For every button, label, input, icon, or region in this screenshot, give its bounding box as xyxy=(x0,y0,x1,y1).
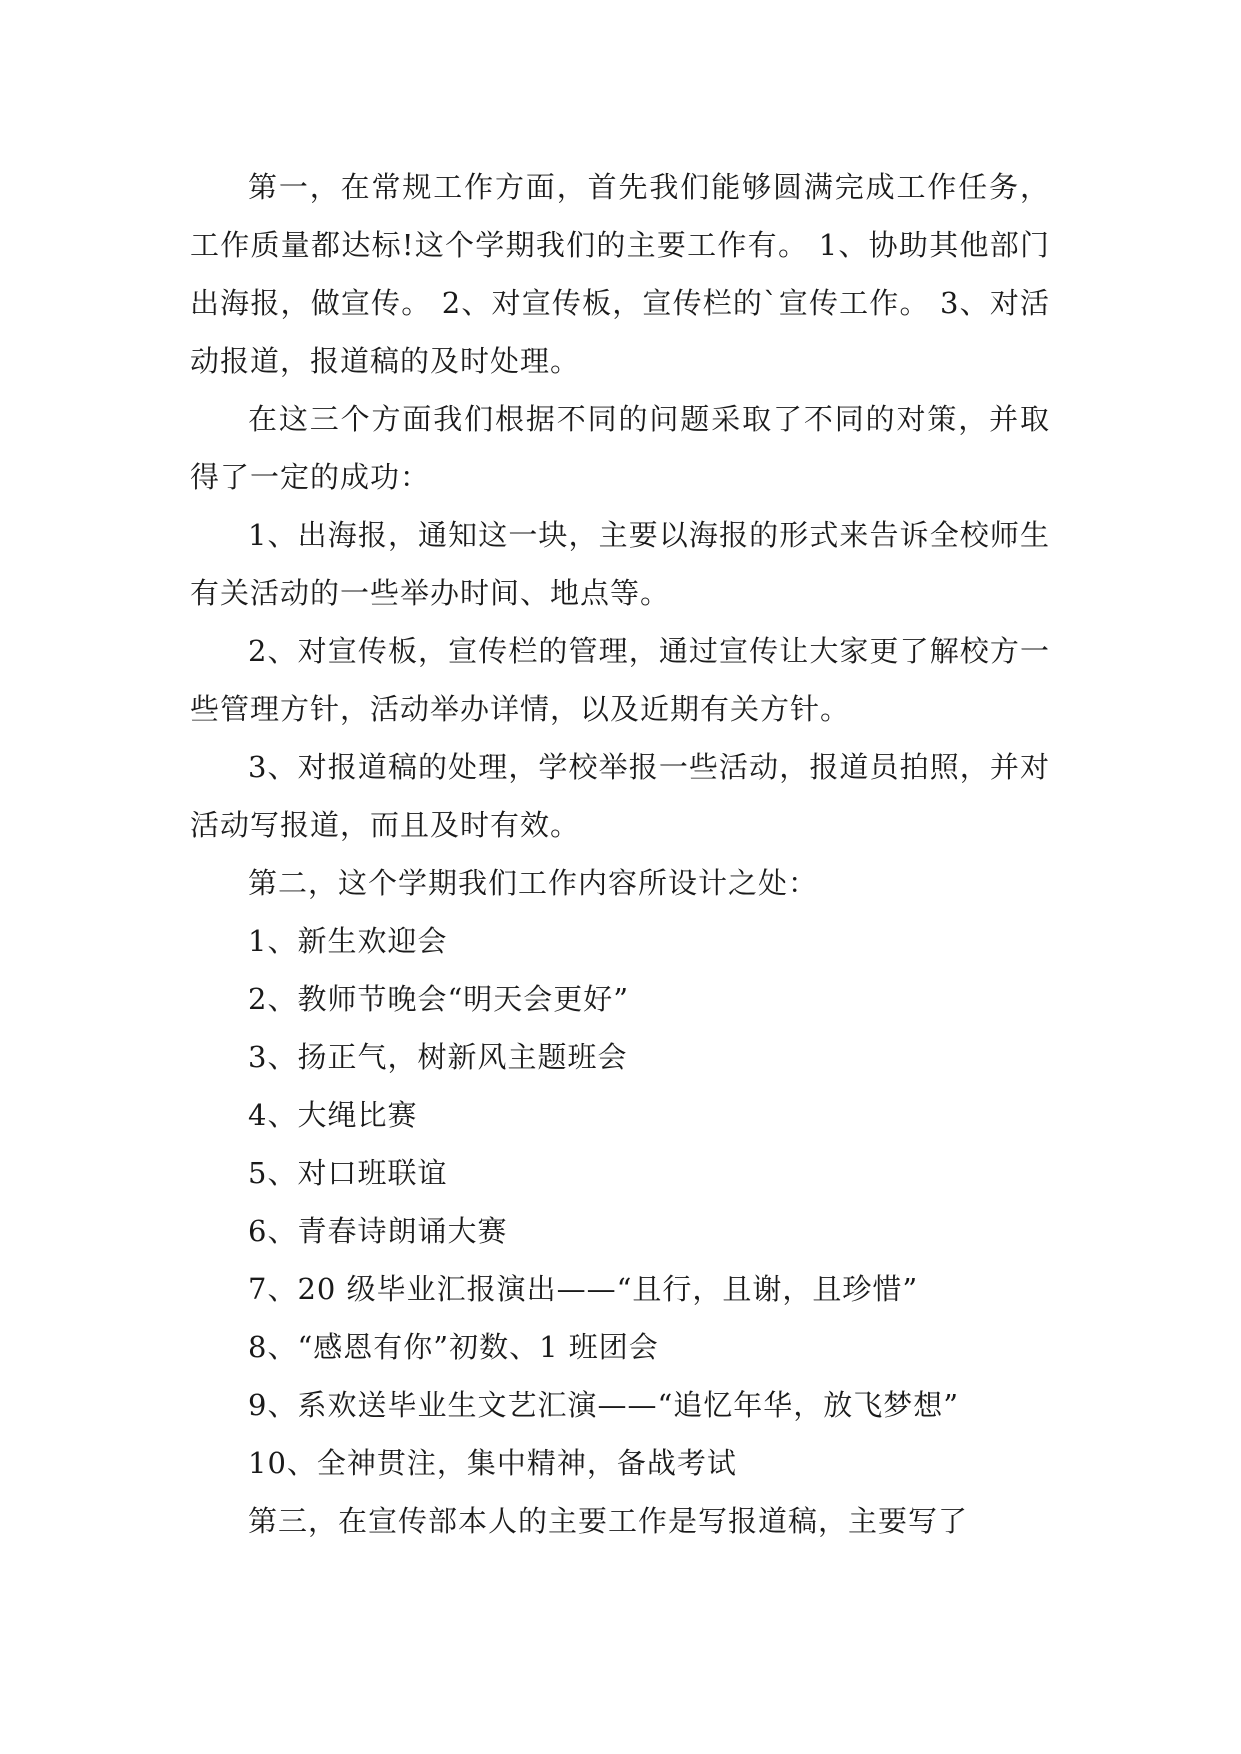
list-item: 1、新生欢迎会 xyxy=(248,924,448,958)
paragraph-section-one: 第一，在常规工作方面，首先我们能够圆满完成工作任务，工作质量都达标!这个学期我们的主要工作有。 1、协助其他部门出海报，做宣传。 2、对宣传板，宣传栏的`宣传工作。 3、对活动报道，报道稿的及时处理。 xyxy=(190,170,1050,378)
list-item: 7、20 级毕业汇报演出——“且行，且谢，且珍惜” xyxy=(248,1272,919,1306)
list-item: 6、青春诗朗诵大赛 xyxy=(248,1214,508,1248)
list-item: 5、对口班联谊 xyxy=(248,1156,448,1190)
paragraph-posters: 1、出海报，通知这一块，主要以海报的形式来告诉全校师生有关活动的一些举办时间、地点等。 xyxy=(190,518,1050,610)
document-body xyxy=(190,158,1050,1550)
paragraph-boards: 2、对宣传板，宣传栏的管理，通过宣传让大家更了解校方一些管理方针，活动举办详情，以及近期有关方针。 xyxy=(190,634,1050,726)
section-two-heading: 第二，这个学期我们工作内容所设计之处： xyxy=(248,866,819,900)
list-item: 9、系欢送毕业生文艺汇演——“追忆年华，放飞梦想” xyxy=(248,1388,960,1422)
section-three-start: 第三，在宣传部本人的主要工作是写报道稿，主要写了 xyxy=(248,1504,969,1538)
list-item: 2、教师节晚会“明天会更好” xyxy=(248,982,630,1016)
paragraph-reports: 3、对报道稿的处理，学校举报一些活动，报道员拍照，并对活动写报道，而且及时有效。 xyxy=(190,750,1050,842)
list-item: 8、“感恩有你”初数、1 班团会 xyxy=(248,1330,659,1364)
list-item: 4、大绳比赛 xyxy=(248,1098,418,1132)
paragraph-three-aspects: 在这三个方面我们根据不同的问题采取了不同的对策，并取得了一定的成功： xyxy=(190,402,1050,494)
list-item: 3、扬正气，树新风主题班会 xyxy=(248,1040,628,1074)
list-item: 10、全神贯注，集中精神，备战考试 xyxy=(248,1446,737,1480)
